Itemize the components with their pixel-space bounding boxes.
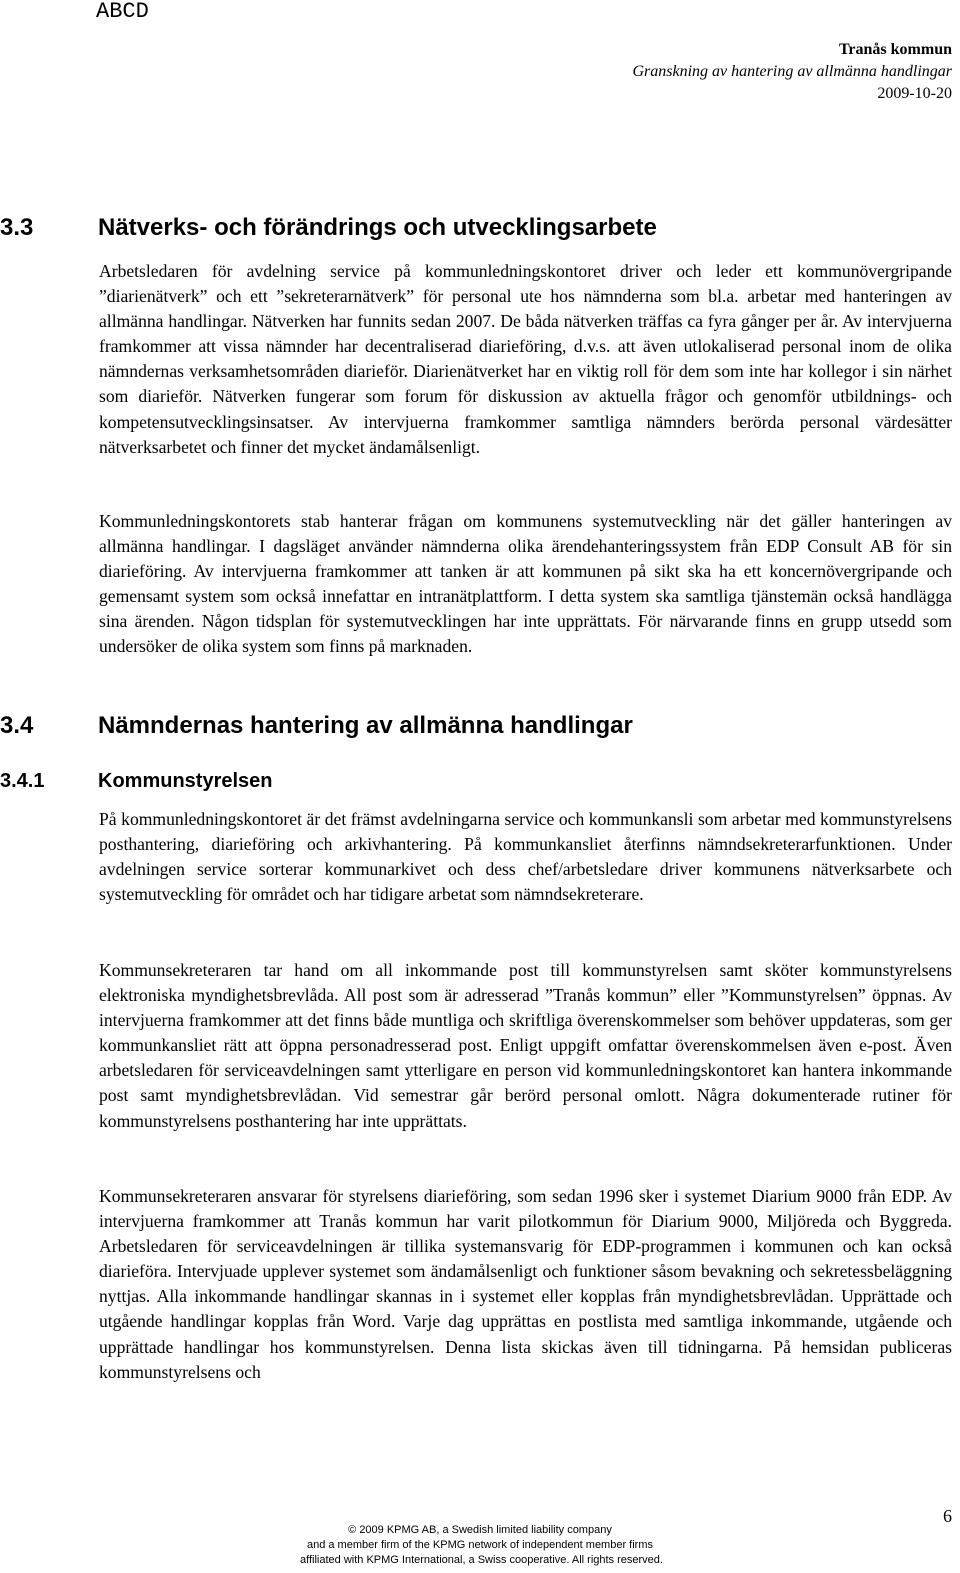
section-number: 3.4	[0, 712, 34, 739]
header-organization: Tranås kommun	[838, 41, 952, 58]
page-number: 6	[943, 1506, 952, 1526]
paragraph-kommunledningskontoret: På kommunledningskontoret är det främst avdelningarna service och kommunkansli som arbetar med kommunstyrelsens posthantering, diarieföring och arkivhantering. På kommunkansliet återfinns nämndsekreterarfunktionen. Under avdelningen service sorterar kommunarkivet och dess chef/arbetsledare driver kommunens nätverksarbete och systemutveckling för området och har tidigare arbetat som nämndsekreterare.	[99, 809, 952, 905]
footer-line: and a member firm of the KPMG network of independent member firms	[306, 1539, 654, 1551]
paragraph-system-development: Kommunledningskontorets stab hanterar frågan om kommunens systemutveckling när det gäller hanteringen av allmänna handlingar. I dagsläget använder nämnderna olika ärendehanteringssystem från EDP Consult AB för sin diarieföring. Av intervjuerna framkommer att tanken är att kommunen på sikt ska ha ett koncernövergripande och gemensamt system som också innefattar en intranätplattform. I detta system ska samtliga tjänstemän också handlägga sina ärenden. Någon tidsplan för systemutvecklingen har inte upprättats. För närvarande finns en grupp utsedd som undersöker de olika system som finns på marknaden.	[99, 511, 952, 657]
document-stamp: ABCD	[96, 0, 149, 24]
paragraph-diarieforing: Kommunsekreteraren ansvarar för styrelsens diarieföring, som sedan 1996 sker i systemet Diarium 9000 från EDP. Av intervjuerna framkommer att Tranås kommun har varit pilotkommun för Diarium 9000, Miljöreda och Byggreda. Arbetsledaren för serviceavdelningen är tillika systemansvarig för EDP-programmen i kommunen och kan också diarieföra. Intervjuade upplever systemet som ändamålsenligt och funktioner såsom bevakning och sekretessbeläggning nyttjas. Alla inkommande handlingar skannas in i systemet eller kopplas från myndighetsbrevlådan. Upprättade och utgående handlingar kopplas från Word. Varje dag upprättas en postlista med samtliga inkommande, utgående och upprättade handlingar hos kommunstyrelsen. Denna lista skickas även till tidningarna. På hemsidan publiceras kommunstyrelsens och	[99, 1186, 952, 1382]
section-title: Nätverks- och förändrings och utvecklingsarbete	[98, 214, 657, 241]
section-number: 3.4.1	[0, 770, 45, 792]
footer-line: © 2009 KPMG AB, a Swedish limited liability company	[348, 1524, 612, 1536]
header-report-title: Granskning av hantering av allmänna handlingar	[632, 63, 952, 80]
section-title: Nämndernas hantering av allmänna handlingar	[98, 712, 633, 739]
paragraph-networks: Arbetsledaren för avdelning service på kommunledningskontoret driver och leder ett kommunövergripande ”diarienätverk” och ett ”sekreterarnätverk” för personal ute hos nämnderna som bl.a. arbetar med hanteringen av allmänna handlingar. Nätverken har funnits sedan 2007. De båda nätverken träffas ca fyra gånger per år. Av intervjuerna framkommer att vissa nämnder har decentraliserad diarieföring, d.v.s. att även utlokaliserad personal inom de olika nämndernas verksamhetsområden diarieför. Diarienätverket har en viktig roll för dem som inte har kollegor i sin närhet som diarieför. Nätverken fungerar som forum för diskussion av aktuella frågor och genomför utbildnings- och kompetensutvecklingsinsatser. Av intervjuerna framkommer samtliga nämnders berörda personal värdesätter nätverksarbetet och finner det mycket ändamålsenligt.	[99, 261, 952, 457]
header-date: 2009-10-20	[877, 85, 952, 102]
paragraph-posthantering: Kommunsekreteraren tar hand om all inkommande post till kommunstyrelsen samt sköter kommunstyrelsens elektroniska myndighetsbrevlåda. All post som är adresserad ”Tranås kommun” eller ”Kommunstyrelsen” öppnas. Av intervjuerna framkommer att det finns både muntliga och skriftliga överenskommelser som behöver uppdateras, som ger kommunkansliet rätt att öppna personadresserad post. Enligt uppgift omfattar överenskommelsen även e-post. Även arbetsledaren för serviceavdelningen samt ytterligare en person vid kommunledningskontoret kan hantera inkommande post samt myndighetsbrevlådan. Vid semestrar går berörd personal omlott. Några dokumenterade rutiner för kommunstyrelsens posthantering har inte upprättats.	[99, 960, 952, 1131]
section-title: Kommunstyrelsen	[98, 770, 273, 792]
footer-line: affiliated with KPMG International, a Swiss cooperative. All rights reserved.	[300, 1554, 663, 1566]
section-number: 3.3	[0, 214, 34, 241]
footer-copyright	[300, 1523, 663, 1568]
